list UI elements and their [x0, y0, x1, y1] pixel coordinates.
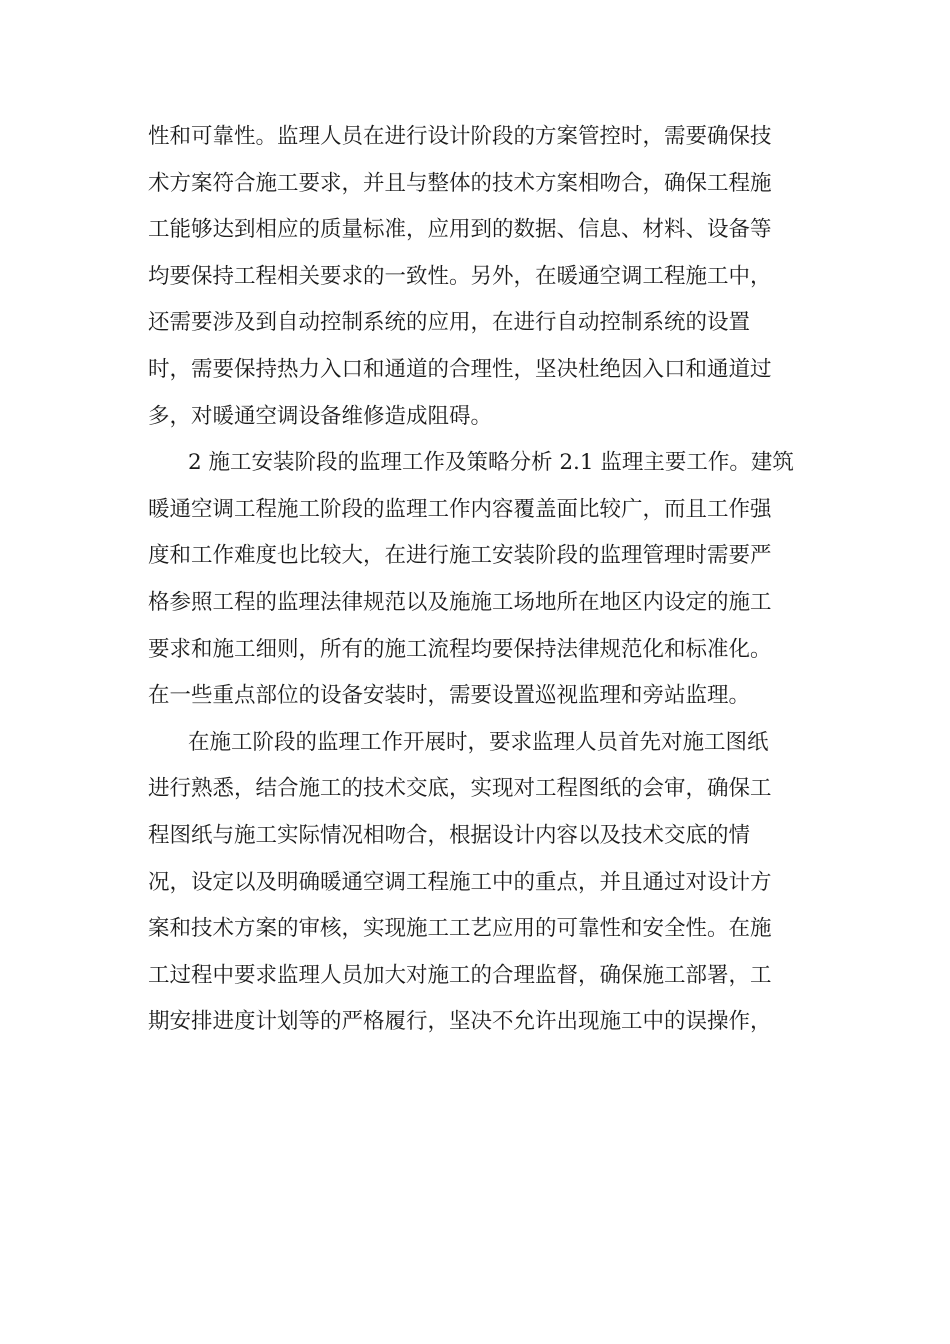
- paragraph-1: [148, 114, 808, 440]
- text-line: 暖通空调工程施工阶段的监理工作内容覆盖面比较广，而且工作强: [148, 496, 772, 522]
- text-line: 格参照工程的监理法律规范以及施施工场地所在地区内设定的施工: [148, 589, 772, 615]
- text-line: 性和可靠性。监理人员在进行设计阶段的方案管控时，需要确保技: [148, 124, 772, 149]
- paragraph-3: [148, 720, 808, 1046]
- text-line: 程图纸与施工实际情况相吻合，根据设计内容以及技术交底的情: [148, 822, 751, 848]
- text-line: 工过程中要求监理人员加大对施工的合理监督，确保施工部署，工: [148, 962, 772, 988]
- text-line: 在施工阶段的监理工作开展时，要求监理人员首先对施工图纸: [188, 729, 769, 755]
- paragraph-2: [148, 440, 808, 720]
- text-line: 况，设定以及明确暖通空调工程施工中的重点，并且通过对设计方: [148, 869, 772, 895]
- text-line: 进行熟悉，结合施工的技术交底，实现对工程图纸的会审，确保工: [148, 776, 772, 802]
- text-line: 要求和施工细则，所有的施工流程均要保持法律规范化和标准化。: [148, 636, 772, 662]
- text-line: 2 施工安装阶段的监理工作及策略分析 2.1 监理主要工作。建筑: [188, 450, 794, 476]
- text-line: 多，对暖通空调设备维修造成阻碍。: [148, 403, 493, 429]
- text-line: 工能够达到相应的质量标准，应用到的数据、信息、材料、设备等: [148, 217, 772, 243]
- text-line: 还需要涉及到自动控制系统的应用，在进行自动控制系统的设置: [148, 310, 751, 336]
- text-line: 均要保持工程相关要求的一致性。另外，在暖通空调工程施工中，: [148, 263, 772, 289]
- text-line: 度和工作难度也比较大，在进行施工安装阶段的监理管理时需要严: [148, 543, 772, 569]
- text-line: 术方案符合施工要求，并且与整体的技术方案相吻合，确保工程施: [148, 170, 772, 196]
- text-line: 在一些重点部位的设备安装时，需要设置巡视监理和旁站监理。: [148, 683, 751, 709]
- text-line: 案和技术方案的审核，实现施工工艺应用的可靠性和安全性。在施: [148, 916, 772, 942]
- text-line: 期安排进度计划等的严格履行，坚决不允许出现施工中的误操作，: [148, 1009, 772, 1035]
- body-text: [148, 114, 808, 1046]
- text-line: 时，需要保持热力入口和通道的合理性，坚决杜绝因入口和通道过: [148, 356, 772, 382]
